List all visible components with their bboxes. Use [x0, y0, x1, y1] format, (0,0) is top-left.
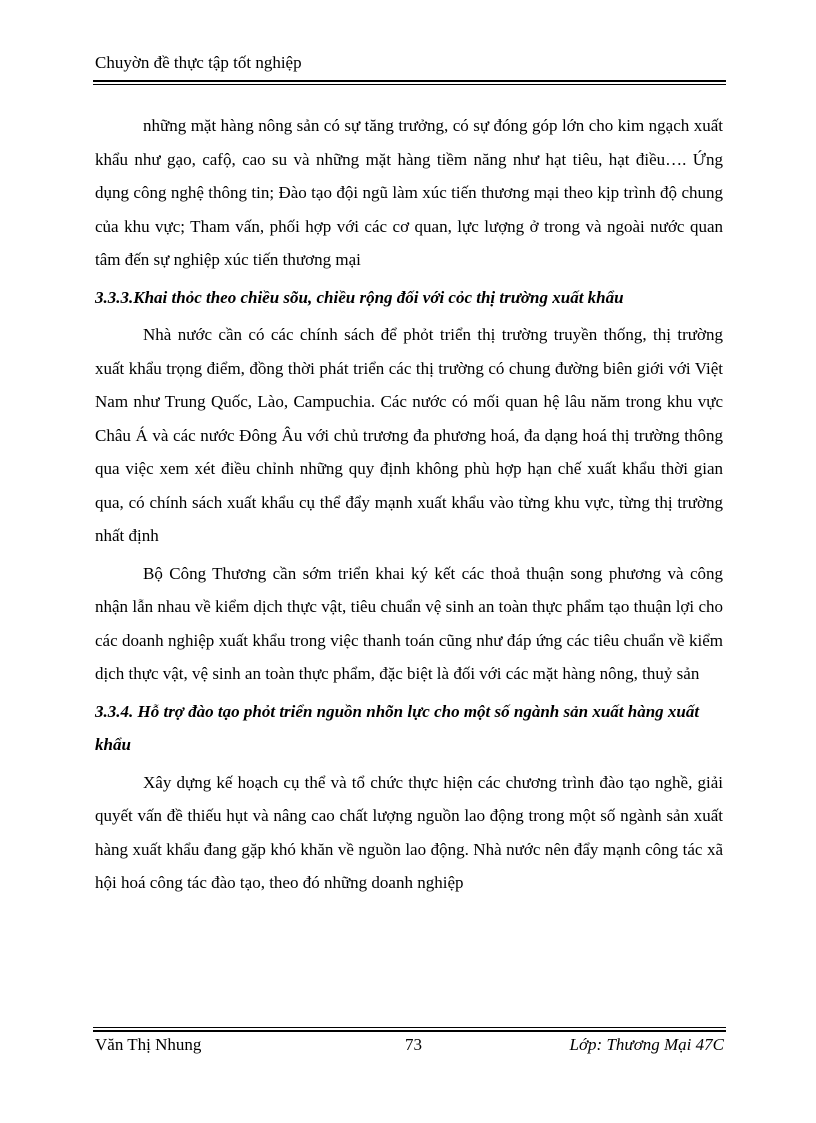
- footer-divider-thick: [93, 1030, 726, 1032]
- header-divider-thick: [93, 80, 726, 82]
- header-divider-thin: [93, 84, 726, 85]
- paragraph-3: Bộ Công Thương cần sớm triển khai ký kết các thoả thuận song phương và công nhận lẫn nhau về kiểm dịch thực vật, tiêu chuẩn vệ sinh an toàn thực phẩm tạo thuận lợi cho các doanh nghiệp xuất khẩu trong việc thanh toán cũng như đáp ứng các tiêu chuẩn về kiểm dịch thực vật, vệ sinh an toàn thực phẩm, đặc biệt là đối với các mặt hàng nông, thuỷ sản: [95, 563, 723, 683]
- paragraph-2: Nhà nước cần có các chính sách để phỏt triển thị trường truyền thống, thị trường xuất khẩu trọng điểm, đồng thời phát triển các thị trường có chung đường biên giới với Việt Nam như Trung Quốc, Lào, Campuchia. Các nước có mối quan hệ lâu năm trong khu vực Châu Á và các nước Đông Âu với chủ trương đa phương hoá, đa dạng hoá thị trường thông qua việc xem xét điều chỉnh những quy định không phù hợp hạn chế xuất khẩu thời gian qua, có chính sách xuất khẩu cụ thể đẩy mạnh xuất khẩu vào từng khu vực, từng thị trường nhất định: [95, 325, 723, 545]
- header-title: Chuyờn đề thực tập tốt nghiệp: [95, 53, 302, 72]
- paragraph-4: Xây dựng kế hoạch cụ thể và tổ chức thực hiện các chương trình đào tạo nghề, giải quyết vấn đề thiếu hụt và nâng cao chất lượng nguồn lao động trong một số ngành sản xuất hàng xuất khẩu đang gặp khó khăn về nguồn lao động. Nhà nước nên đẩy mạnh công tác xã hội hoá công tác đào tạo, theo đó những doanh nghiệp: [95, 772, 723, 892]
- footer-class-label: Lớp: Thương Mại 47C: [569, 1035, 724, 1054]
- footer-author: Văn Thị Nhung: [95, 1035, 202, 1054]
- document-body: [95, 109, 723, 900]
- footer-divider-thin: [93, 1027, 726, 1028]
- section-heading-3-3-3: 3.3.3.Khai thỏc theo chiều sõu, chiều rộng đối với cỏc thị trường xuất khẩu: [95, 287, 624, 307]
- paragraph-1: những mặt hàng nông sản có sự tăng trưởng, có sự đóng góp lớn cho kim ngạch xuất khẩu như gạo, cafộ, cao su và những mặt hàng tiềm năng như hạt tiêu, hạt điều…. Ứng dụng công nghệ thông tin; Đào tạo đội ngũ làm xúc tiến thương mại theo kịp trình độ chung của khu vực; Tham vấn, phối hợp với các cơ quan, lực lượng ở trong và ngoài nước quan tâm đến sự nghiệp xúc tiến thương mại: [95, 116, 723, 269]
- section-heading-3-3-4: 3.3.4. Hỗ trợ đào tạo phỏt triển nguồn nhõn lực cho một số ngành sản xuất hàng xuất khẩu: [95, 701, 700, 754]
- page-number: 73: [405, 1035, 422, 1054]
